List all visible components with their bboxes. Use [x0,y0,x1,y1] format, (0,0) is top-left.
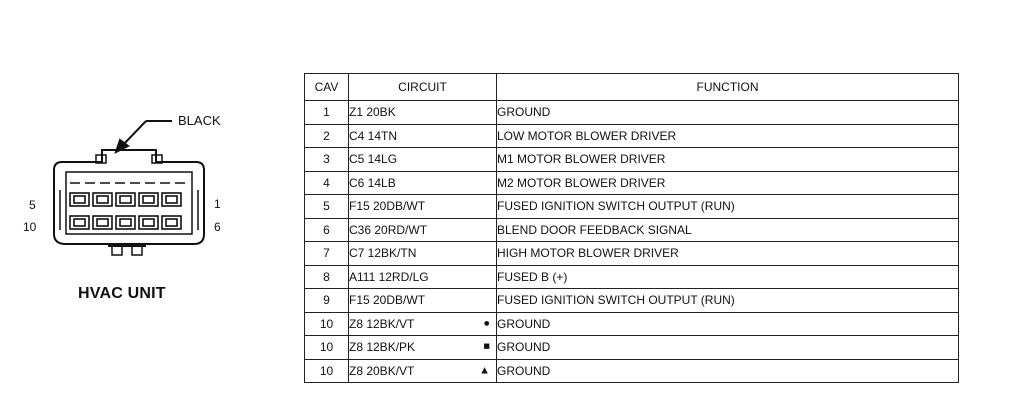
pin-label-bottom-left: 10 [23,220,37,234]
splice-marker-circle: ● [483,317,490,330]
header-function: FUNCTION [497,74,959,101]
cav-cell: 8 [305,265,349,289]
connector-title: HVAC UNIT [78,285,166,302]
function-cell: GROUND [497,336,959,360]
circuit-cell [349,312,497,336]
function-cell: FUSED IGNITION SWITCH OUTPUT (RUN) [497,195,959,219]
pin-label-top-left: 5 [29,198,36,212]
pin-label-top-right: 1 [214,197,221,211]
cav-cell: 10 [305,312,349,336]
table-row [305,359,959,383]
circuit-code: C7 12BK/TN [349,246,417,261]
circuit-cell [349,359,497,383]
table-row [305,336,959,360]
pinout-table [304,73,959,383]
cav-cell: 2 [305,124,349,148]
circuit-code: Z8 12BK/PK [349,340,416,355]
pin-label-bottom-right: 6 [214,220,221,234]
table-row [305,148,959,172]
circuit-code: Z8 12BK/VT [349,316,415,331]
table-row [305,242,959,266]
circuit-cell [349,265,497,289]
cav-cell: 10 [305,336,349,360]
circuit-cell [349,336,497,360]
table-row [305,218,959,242]
cav-cell: 3 [305,148,349,172]
circuit-code: C6 14LB [349,175,396,190]
table-row [305,265,959,289]
function-cell: M2 MOTOR BLOWER DRIVER [497,171,959,195]
function-cell: FUSED B (+) [497,265,959,289]
cav-cell: 7 [305,242,349,266]
splice-marker-square: ■ [483,340,490,353]
function-cell: HIGH MOTOR BLOWER DRIVER [497,242,959,266]
table-row [305,171,959,195]
cav-cell: 9 [305,289,349,313]
connector-face-drawing [0,0,300,416]
table-row [305,289,959,313]
circuit-code: Z1 20BK [349,105,396,120]
circuit-code: C36 20RD/WT [349,222,428,237]
function-cell: M1 MOTOR BLOWER DRIVER [497,148,959,172]
circuit-code: C5 14LG [349,152,398,167]
function-cell: BLEND DOOR FEEDBACK SIGNAL [497,218,959,242]
circuit-cell [349,148,497,172]
circuit-code: F15 20DB/WT [349,199,426,214]
circuit-cell [349,242,497,266]
circuit-code: C4 14TN [349,128,398,143]
pinout-rows [305,101,959,383]
circuit-cell [349,289,497,313]
cav-cell: 4 [305,171,349,195]
table-row [305,124,959,148]
splice-marker-triangle: ▲ [479,364,490,377]
circuit-cell [349,101,497,125]
table-row [305,195,959,219]
function-cell: GROUND [497,312,959,336]
connector-color-label: BLACK [178,113,221,128]
table-header-row [305,74,959,101]
circuit-cell [349,171,497,195]
cav-cell: 5 [305,195,349,219]
connector-diagram [0,0,300,416]
circuit-code: A111 12RD/LG [349,269,429,284]
function-cell: FUSED IGNITION SWITCH OUTPUT (RUN) [497,289,959,313]
circuit-cell [349,124,497,148]
function-cell: LOW MOTOR BLOWER DRIVER [497,124,959,148]
header-cav: CAV [305,74,349,101]
circuit-cell [349,195,497,219]
function-cell: GROUND [497,359,959,383]
cav-cell: 10 [305,359,349,383]
header-circuit: CIRCUIT [349,74,497,101]
cav-cell: 1 [305,101,349,125]
cav-cell: 6 [305,218,349,242]
table-row [305,101,959,125]
circuit-code: F15 20DB/WT [349,293,426,308]
circuit-code: Z8 20BK/VT [349,363,415,378]
function-cell: GROUND [497,101,959,125]
table-row [305,312,959,336]
circuit-cell [349,218,497,242]
